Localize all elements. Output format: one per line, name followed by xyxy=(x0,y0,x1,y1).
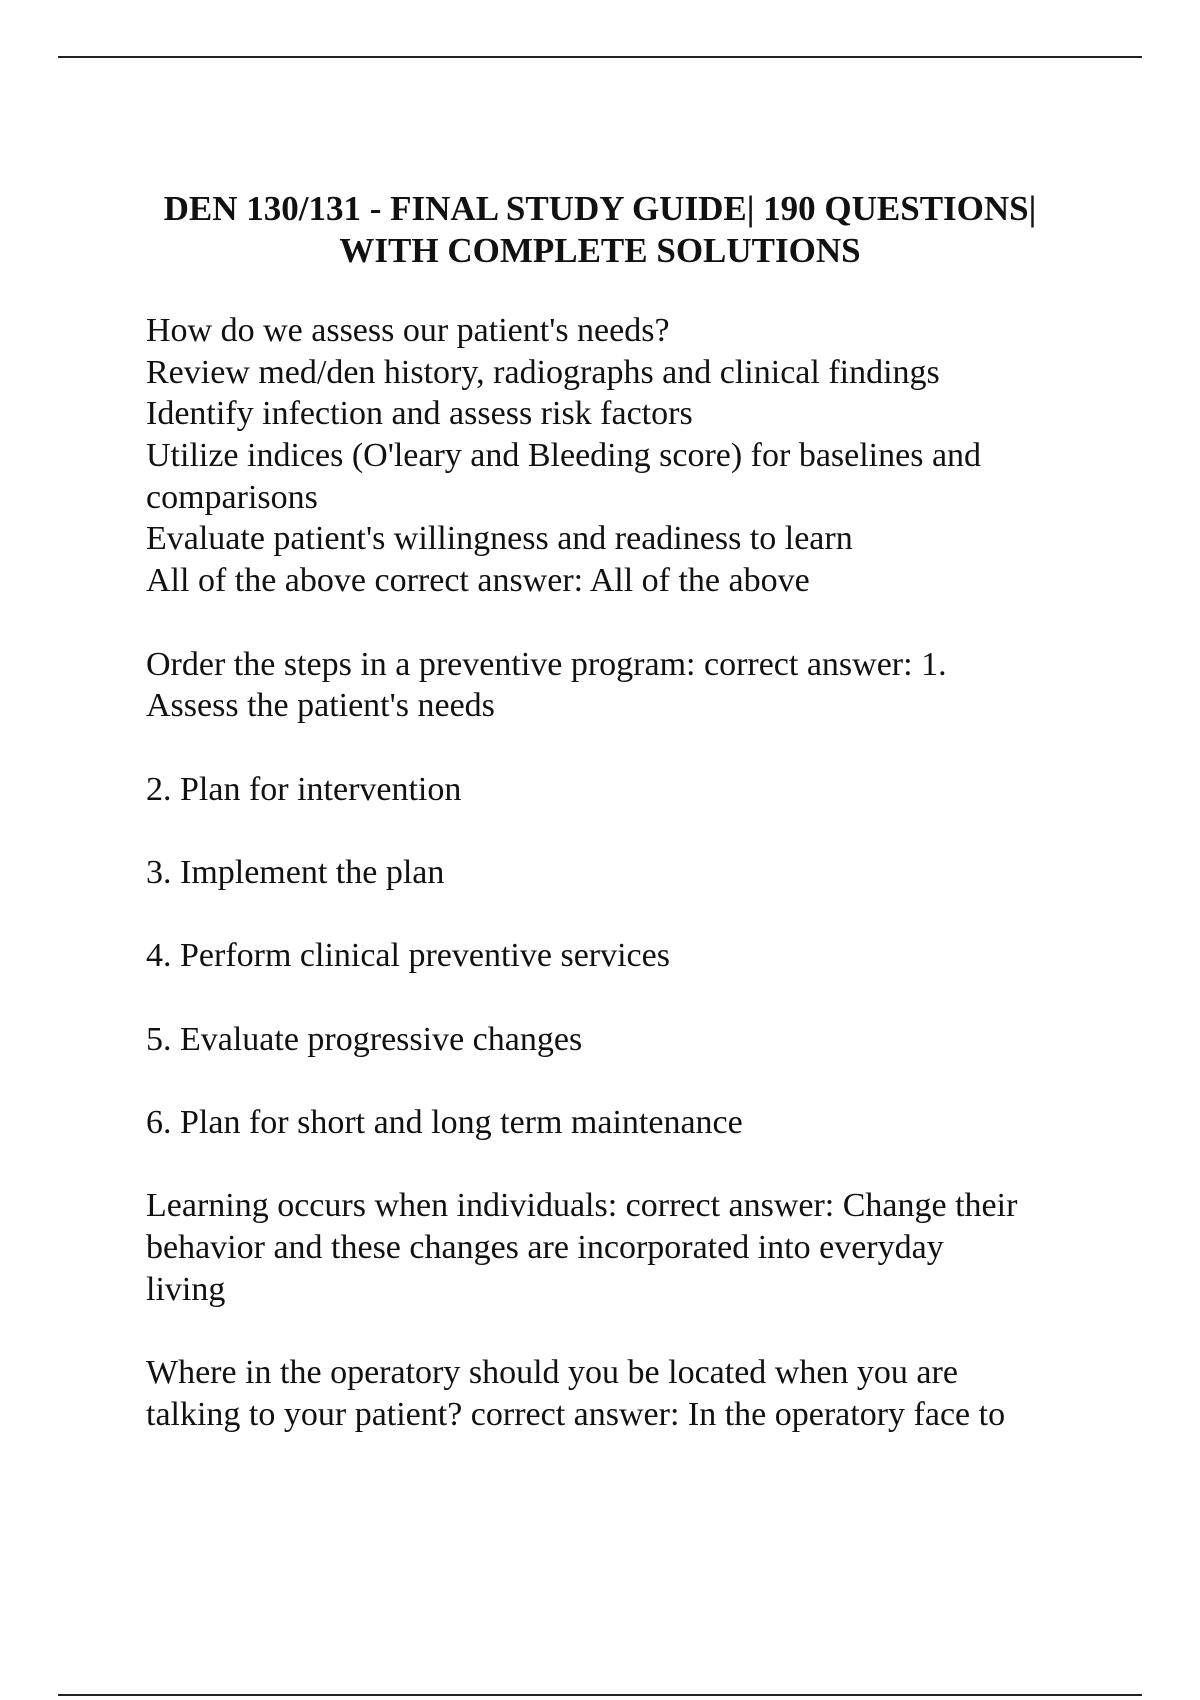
page-title xyxy=(100,188,1100,272)
top-divider xyxy=(58,56,1142,58)
question-text: How do we assess our patient's needs? xyxy=(146,312,670,349)
answer-text: All of the above correct answer: All of the above xyxy=(146,562,810,600)
answer-text: talking to your patient? correct answer: In the operatory face to xyxy=(146,1395,1006,1433)
step-item: 2. Plan for intervention xyxy=(146,770,462,808)
question-block-preventive-steps xyxy=(146,644,1146,727)
document-body xyxy=(146,310,1146,1436)
option-text: Identify infection and assess risk factors xyxy=(146,395,693,433)
question-block-assess-needs xyxy=(146,310,1146,602)
option-text: Review med/den history, radiographs and clinical findings xyxy=(146,353,940,391)
question-text: Where in the operatory should you be located when you are xyxy=(146,1354,958,1392)
question-text: Learning occurs when individuals: correct answer: Change their xyxy=(146,1187,1018,1225)
title-line-2: WITH COMPLETE SOLUTIONS xyxy=(339,231,861,270)
option-text: Utilize indices (O'leary and Bleeding score) for baselines and xyxy=(146,437,982,475)
question-block-learning xyxy=(146,1185,1146,1310)
step-item: 4. Perform clinical preventive services xyxy=(146,937,670,975)
step-item: 3. Implement the plan xyxy=(146,853,445,891)
answer-text: behavior and these changes are incorporated into everyday xyxy=(146,1229,944,1267)
question-block-operatory xyxy=(146,1352,1146,1435)
answer-text: Assess the patient's needs xyxy=(146,687,495,725)
step-item: 5. Evaluate progressive changes xyxy=(146,1020,583,1058)
option-text: Evaluate patient's willingness and readiness to learn xyxy=(146,520,853,558)
answer-text: living xyxy=(146,1270,226,1308)
bottom-divider xyxy=(58,1694,1142,1696)
question-text: Order the steps in a preventive program: correct answer: 1. xyxy=(146,645,947,683)
option-text: comparisons xyxy=(146,478,318,516)
step-item: 6. Plan for short and long term maintenance xyxy=(146,1104,743,1142)
title-line-1: DEN 130/131 - FINAL STUDY GUIDE| 190 QUESTIONS| xyxy=(163,189,1037,228)
